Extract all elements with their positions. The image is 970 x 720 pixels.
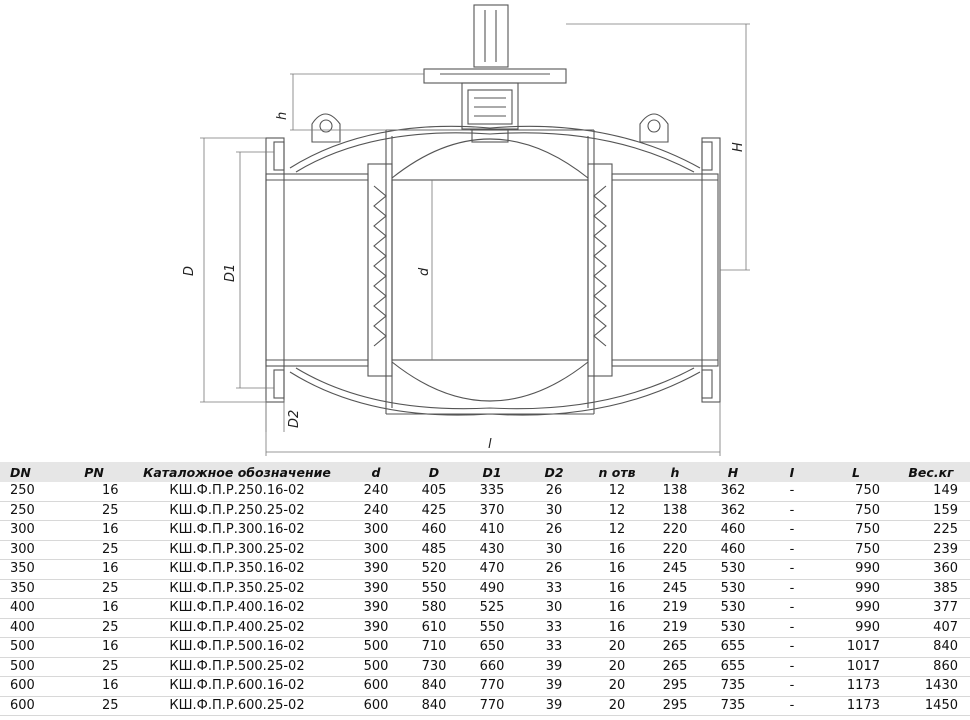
cell-d: 600	[346, 696, 406, 716]
table-row	[0, 482, 970, 501]
cell-d: 240	[346, 501, 406, 521]
dim-label-H: H	[731, 142, 746, 152]
cell-pn: 25	[60, 540, 128, 560]
cell-D2: 39	[522, 657, 586, 677]
table-header-row	[0, 462, 970, 482]
cell-h: 265	[648, 657, 702, 677]
cell-I: -	[764, 501, 820, 521]
cell-L: 750	[820, 501, 892, 521]
cell-I: -	[764, 482, 820, 501]
cell-dn: 300	[0, 540, 60, 560]
cell-D2: 39	[522, 677, 586, 697]
cell-catalog: КШ.Ф.П.Р.600.16-02	[128, 677, 346, 697]
cell-weight: 225	[892, 521, 970, 541]
cell-dn: 600	[0, 677, 60, 697]
table-row	[0, 501, 970, 521]
cell-dn: 500	[0, 638, 60, 658]
cell-H: 735	[702, 696, 764, 716]
cell-pn: 25	[60, 657, 128, 677]
cell-H: 460	[702, 540, 764, 560]
cell-D1: 410	[462, 521, 522, 541]
dim-label-h: h	[275, 111, 290, 120]
cell-h: 265	[648, 638, 702, 658]
col-header-dn: DN	[0, 462, 60, 482]
cell-H: 530	[702, 599, 764, 619]
col-header-D2: D2	[522, 462, 586, 482]
dim-label-D2: D2	[287, 409, 302, 428]
cell-catalog: КШ.Ф.П.Р.250.16-02	[128, 482, 346, 501]
col-header-I: I	[764, 462, 820, 482]
cell-H: 530	[702, 618, 764, 638]
cell-n-holes: 20	[586, 657, 648, 677]
cell-weight: 239	[892, 540, 970, 560]
cell-L: 990	[820, 579, 892, 599]
spec-table	[0, 462, 970, 716]
cell-n-holes: 16	[586, 560, 648, 580]
cell-d: 390	[346, 579, 406, 599]
cell-L: 1017	[820, 638, 892, 658]
cell-D: 460	[406, 521, 462, 541]
cell-I: -	[764, 657, 820, 677]
cell-pn: 16	[60, 482, 128, 501]
cell-catalog: КШ.Ф.П.Р.300.16-02	[128, 521, 346, 541]
cell-d: 600	[346, 677, 406, 697]
dimension-lines	[200, 24, 750, 456]
cell-catalog: КШ.Ф.П.Р.400.25-02	[128, 618, 346, 638]
cell-n-holes: 20	[586, 696, 648, 716]
cell-weight: 1450	[892, 696, 970, 716]
table-body	[0, 482, 970, 716]
table-row	[0, 677, 970, 697]
cell-H: 362	[702, 482, 764, 501]
dim-label-d: d	[417, 267, 432, 276]
table-row	[0, 696, 970, 716]
cell-catalog: КШ.Ф.П.Р.250.25-02	[128, 501, 346, 521]
col-header-d: d	[346, 462, 406, 482]
stem	[474, 5, 508, 67]
cell-pn: 16	[60, 677, 128, 697]
dim-label-D: D	[182, 265, 197, 276]
cell-L: 990	[820, 560, 892, 580]
cell-d: 300	[346, 521, 406, 541]
cell-n-holes: 20	[586, 677, 648, 697]
cell-I: -	[764, 618, 820, 638]
cell-catalog: КШ.Ф.П.Р.500.25-02	[128, 657, 346, 677]
cell-dn: 350	[0, 579, 60, 599]
cell-D1: 430	[462, 540, 522, 560]
cell-d: 390	[346, 560, 406, 580]
cell-D: 425	[406, 501, 462, 521]
cell-D: 610	[406, 618, 462, 638]
cell-d: 500	[346, 638, 406, 658]
cell-D2: 30	[522, 540, 586, 560]
dim-label-D1: D1	[223, 263, 238, 282]
col-header-D: D	[406, 462, 462, 482]
cell-D1: 335	[462, 482, 522, 501]
cell-I: -	[764, 579, 820, 599]
cell-D1: 525	[462, 599, 522, 619]
cell-D1: 650	[462, 638, 522, 658]
cell-pn: 25	[60, 618, 128, 638]
cell-H: 460	[702, 521, 764, 541]
cell-D: 550	[406, 579, 462, 599]
cell-D2: 26	[522, 521, 586, 541]
cell-catalog: КШ.Ф.П.Р.350.16-02	[128, 560, 346, 580]
cell-L: 1173	[820, 677, 892, 697]
cell-D: 840	[406, 677, 462, 697]
cell-H: 655	[702, 657, 764, 677]
cell-D: 710	[406, 638, 462, 658]
cell-d: 500	[346, 657, 406, 677]
cell-L: 750	[820, 521, 892, 541]
left-lifting-lug	[312, 114, 340, 142]
cell-H: 735	[702, 677, 764, 697]
cell-D2: 33	[522, 618, 586, 638]
right-seat	[588, 164, 612, 376]
left-pipe	[266, 174, 368, 366]
table-row	[0, 657, 970, 677]
cell-h: 295	[648, 696, 702, 716]
col-header-D1: D1	[462, 462, 522, 482]
cell-L: 990	[820, 618, 892, 638]
cell-D1: 370	[462, 501, 522, 521]
cell-D2: 26	[522, 560, 586, 580]
cell-catalog: КШ.Ф.П.Р.300.25-02	[128, 540, 346, 560]
cell-L: 1017	[820, 657, 892, 677]
top-mounting-flange	[424, 69, 566, 83]
cell-catalog: КШ.Ф.П.Р.400.16-02	[128, 599, 346, 619]
cell-weight: 407	[892, 618, 970, 638]
cell-L: 990	[820, 599, 892, 619]
cell-D1: 490	[462, 579, 522, 599]
left-seat	[368, 164, 392, 376]
cell-h: 245	[648, 560, 702, 580]
cell-D2: 33	[522, 579, 586, 599]
col-header-n-holes: n отв	[586, 462, 648, 482]
right-lifting-lug	[640, 114, 668, 142]
cell-D: 730	[406, 657, 462, 677]
cell-D2: 33	[522, 638, 586, 658]
table-row	[0, 579, 970, 599]
cell-d: 240	[346, 482, 406, 501]
cell-n-holes: 16	[586, 579, 648, 599]
cell-pn: 25	[60, 696, 128, 716]
cell-D1: 660	[462, 657, 522, 677]
dim-label-L: l	[488, 437, 492, 452]
cell-dn: 400	[0, 618, 60, 638]
valve-outline	[266, 5, 720, 415]
cell-pn: 16	[60, 521, 128, 541]
cell-I: -	[764, 696, 820, 716]
cell-h: 219	[648, 599, 702, 619]
cell-I: -	[764, 560, 820, 580]
cell-h: 138	[648, 501, 702, 521]
cell-D: 485	[406, 540, 462, 560]
cell-H: 655	[702, 638, 764, 658]
cell-D2: 26	[522, 482, 586, 501]
cell-n-holes: 12	[586, 482, 648, 501]
col-header-L: L	[820, 462, 892, 482]
cell-weight: 1430	[892, 677, 970, 697]
cell-dn: 400	[0, 599, 60, 619]
cell-d: 390	[346, 599, 406, 619]
cell-dn: 600	[0, 696, 60, 716]
cell-weight: 360	[892, 560, 970, 580]
cell-n-holes: 12	[586, 501, 648, 521]
cell-h: 245	[648, 579, 702, 599]
col-header-weight: Вес.кг	[892, 462, 970, 482]
cell-d: 390	[346, 618, 406, 638]
ball-top	[392, 139, 588, 178]
cell-weight: 159	[892, 501, 970, 521]
cell-D2: 30	[522, 501, 586, 521]
cell-L: 750	[820, 482, 892, 501]
cell-weight: 377	[892, 599, 970, 619]
col-header-catalog: Каталожное обозначение	[128, 462, 346, 482]
cell-pn: 25	[60, 579, 128, 599]
cell-h: 220	[648, 540, 702, 560]
cell-D: 520	[406, 560, 462, 580]
cell-n-holes: 16	[586, 540, 648, 560]
table-row	[0, 540, 970, 560]
cell-I: -	[764, 677, 820, 697]
left-flange	[266, 138, 284, 402]
cell-dn: 250	[0, 501, 60, 521]
cell-h: 220	[648, 521, 702, 541]
cell-dn: 250	[0, 482, 60, 501]
cell-n-holes: 20	[586, 638, 648, 658]
cell-dn: 350	[0, 560, 60, 580]
cell-h: 295	[648, 677, 702, 697]
cell-catalog: КШ.Ф.П.Р.500.16-02	[128, 638, 346, 658]
cell-h: 219	[648, 618, 702, 638]
cell-weight: 385	[892, 579, 970, 599]
right-flange	[702, 138, 720, 402]
cell-L: 750	[820, 540, 892, 560]
cell-pn: 16	[60, 560, 128, 580]
cell-d: 300	[346, 540, 406, 560]
cell-dn: 500	[0, 657, 60, 677]
table-row	[0, 618, 970, 638]
cell-weight: 149	[892, 482, 970, 501]
cell-D1: 470	[462, 560, 522, 580]
col-header-pn: PN	[60, 462, 128, 482]
cell-H: 530	[702, 579, 764, 599]
cell-D: 580	[406, 599, 462, 619]
cell-h: 138	[648, 482, 702, 501]
cell-D2: 39	[522, 696, 586, 716]
cell-D: 405	[406, 482, 462, 501]
cell-L: 1173	[820, 696, 892, 716]
cell-pn: 16	[60, 638, 128, 658]
table-row	[0, 560, 970, 580]
cell-I: -	[764, 540, 820, 560]
col-header-H: H	[702, 462, 764, 482]
cell-n-holes: 16	[586, 618, 648, 638]
cell-pn: 25	[60, 501, 128, 521]
cell-I: -	[764, 521, 820, 541]
cell-catalog: КШ.Ф.П.Р.350.25-02	[128, 579, 346, 599]
cell-weight: 840	[892, 638, 970, 658]
cell-D1: 770	[462, 696, 522, 716]
ball-bottom	[392, 362, 588, 401]
cell-pn: 16	[60, 599, 128, 619]
cell-D2: 30	[522, 599, 586, 619]
col-header-h: h	[648, 462, 702, 482]
cell-D1: 550	[462, 618, 522, 638]
cell-D: 840	[406, 696, 462, 716]
cell-D1: 770	[462, 677, 522, 697]
cell-catalog: КШ.Ф.П.Р.600.25-02	[128, 696, 346, 716]
cell-H: 530	[702, 560, 764, 580]
cell-dn: 300	[0, 521, 60, 541]
table-row	[0, 638, 970, 658]
cell-I: -	[764, 638, 820, 658]
table-row	[0, 521, 970, 541]
cell-H: 362	[702, 501, 764, 521]
cell-n-holes: 16	[586, 599, 648, 619]
table-row	[0, 599, 970, 619]
cell-weight: 860	[892, 657, 970, 677]
cell-I: -	[764, 599, 820, 619]
cell-n-holes: 12	[586, 521, 648, 541]
